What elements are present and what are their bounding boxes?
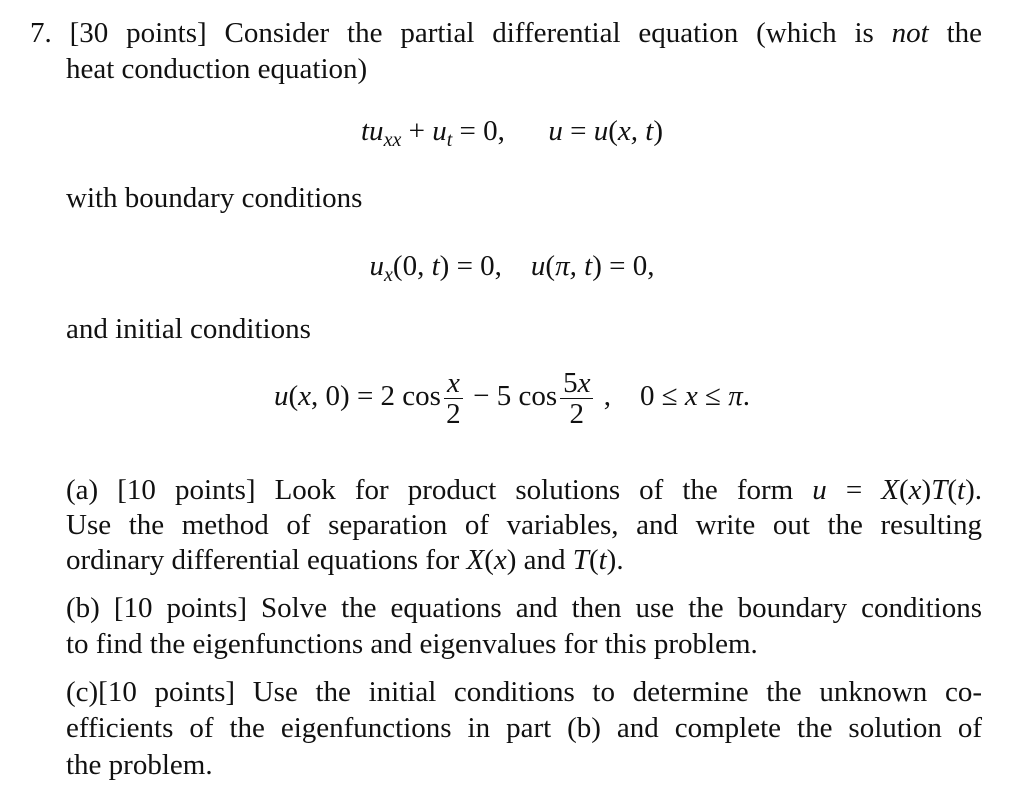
text-run: (b) [10 points] Solve the equations and then use the boundary conditions [66, 592, 982, 624]
math-italic: x [493, 544, 507, 576]
numerator [444, 368, 463, 399]
math-italic: u [432, 115, 447, 147]
text-line [66, 473, 982, 507]
math-italic: t [957, 474, 966, 506]
math-italic: u [530, 250, 546, 282]
text-run: ). [965, 474, 983, 506]
subscript: x [384, 264, 393, 286]
text-run: = 0, [452, 115, 549, 147]
math-italic: X [881, 474, 899, 506]
math-italic: u [548, 115, 563, 147]
text-run: + [401, 115, 433, 147]
text-run: (a) [10 points] Look for product solutions of the form [66, 474, 813, 506]
text-line [30, 16, 982, 50]
equation [0, 249, 1024, 292]
math-italic: x [298, 380, 312, 413]
text-run: Use the method of separation of variables, and write out the resulting [66, 509, 982, 541]
text-run: 5 [563, 367, 578, 399]
math-italic: x [684, 380, 698, 413]
text-run: , 0) = 2 cos [311, 380, 441, 413]
equation [0, 114, 1024, 157]
text-run: 7. [30 points] Consider the partial differential equation (which is [30, 17, 892, 49]
math-italic: π, t [555, 250, 593, 282]
text-run: − 5 cos [465, 380, 558, 413]
text-run: = [826, 474, 882, 506]
math-italic: tu [361, 115, 384, 147]
text-line [66, 711, 982, 745]
math-italic: t [598, 544, 607, 576]
text-run: ) [653, 115, 663, 147]
text-run: heat conduction equation) [66, 53, 368, 85]
text-run: ) and [506, 544, 573, 576]
text-line [66, 543, 982, 577]
text-line [66, 312, 982, 346]
text-run: ( [947, 474, 958, 506]
text-run: ( [545, 250, 556, 282]
text-line [66, 591, 982, 625]
math-italic: π [728, 380, 743, 413]
text-run: the problem. [66, 749, 213, 781]
text-line [66, 181, 982, 215]
math-italic: u [369, 250, 385, 282]
math-italic: u [812, 474, 827, 506]
text-run: ( [484, 544, 494, 576]
denominator: 2 [569, 398, 585, 430]
equation [0, 368, 1024, 429]
text-run: ( [588, 544, 599, 576]
text-run: to find the eigenfunctions and eigenvalues for this problem. [66, 628, 758, 660]
math-italic: T [931, 474, 948, 506]
fraction [444, 368, 463, 429]
subscript: xx [383, 129, 402, 151]
text-run: ) = 0, [592, 250, 655, 282]
text-run: efficients of the eigenfunctions in part (b) and complete the solution of [66, 712, 982, 744]
subscript: t [446, 129, 453, 151]
text-run: ( [608, 115, 618, 147]
math-italic: x [577, 367, 591, 399]
math-italic: x [908, 474, 922, 506]
text-line [66, 675, 982, 709]
text-line [66, 748, 982, 782]
denominator: 2 [446, 398, 461, 430]
text-run: ). [606, 544, 624, 576]
math-italic: x [446, 367, 460, 399]
math-italic: T [572, 544, 589, 576]
text-run: and initial conditions [66, 313, 311, 345]
text-run: ≤ [697, 380, 729, 413]
text-run: ( [288, 380, 299, 413]
text-run: ) [921, 474, 932, 506]
text-run: ) = 0, [439, 250, 531, 282]
text-run: (0, [392, 250, 432, 282]
text-run: with boundary conditions [66, 182, 363, 214]
math-italic: not [891, 17, 929, 49]
text-run: = [562, 115, 594, 147]
text-run: . [742, 380, 750, 413]
text-line [66, 508, 982, 542]
math-italic: u [274, 380, 289, 413]
text-run: ordinary differential equations for [66, 544, 467, 576]
numerator [560, 368, 593, 399]
text-run: the [928, 17, 982, 49]
text-run: , 0 ≤ [596, 380, 685, 413]
text-run: ( [899, 474, 909, 506]
math-italic: u [593, 115, 609, 147]
text-line [66, 52, 982, 86]
text-line [66, 627, 982, 661]
math-italic: X [466, 544, 485, 576]
math-italic: x, t [617, 115, 654, 147]
math-italic: t [431, 250, 440, 282]
fraction [560, 368, 593, 429]
text-run: (c)[10 points] Use the initial conditions to determine the unknown co- [66, 676, 982, 708]
